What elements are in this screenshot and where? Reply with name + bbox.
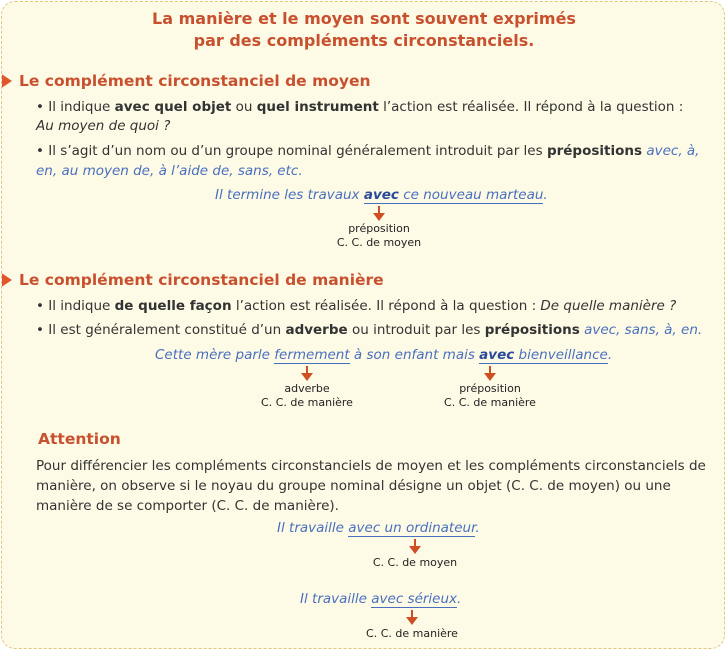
- section-marker-icon: [1, 272, 12, 288]
- attention-heading: Attention: [38, 430, 121, 448]
- prepositions-moyen: en, au moyen de, à l’aide de, sans, etc.: [36, 163, 303, 179]
- title-line-1: La manière et le moyen sont souvent exprimés: [152, 9, 576, 28]
- heading-maniere: Le complément circonstanciel de manière: [19, 271, 384, 289]
- bullet-moyen-1: • Il indique avec quel objet ou quel instrument l’action est réalisée. Il répond à la question :: [36, 99, 684, 115]
- example-moyen: Il termine les travaux avec ce nouveau marteau.: [215, 187, 548, 203]
- bullet-moyen-2: • Il s’agit d’un nom ou d’un groupe nominal généralement introduit par les prépositions avec, à,: [36, 143, 700, 159]
- lesson-card: [1, 1, 725, 649]
- question-moyen: Au moyen de quoi ?: [36, 118, 171, 134]
- bullet-maniere-2: • Il est généralement constitué d’un adverbe ou introduit par les prépositions avec, sans, à, en.: [36, 322, 703, 338]
- example-attention-1: Il travaille avec un ordinateur.: [277, 520, 480, 536]
- example-maniere: Cette mère parle fermement à son enfant mais avec bienveillance.: [155, 347, 613, 363]
- heading-moyen: Le complément circonstanciel de moyen: [19, 72, 371, 90]
- bullet-icon: •: [36, 99, 44, 115]
- annotation-preposition: préposition C. C. de manière: [444, 382, 536, 409]
- bullet-icon: •: [36, 298, 44, 314]
- annotation-cc-moyen: C. C. de moyen: [372, 556, 458, 569]
- attention-text: Pour différencier les compléments circonstanciels de moyen et les compléments circonstanciels de manière, on observe si le noyau du groupe nominal désigne un objet (C. C. de moyen) ou une manière de se comporter (C. C. de manière).: [36, 458, 706, 514]
- example-attention-2: Il travaille avec sérieux.: [300, 591, 462, 607]
- bullet-maniere-1: • Il indique de quelle façon l’action est réalisée. Il répond à la question : De quelle manière ?: [36, 298, 677, 314]
- section-marker-icon: [1, 73, 12, 89]
- annotation-adverbe: adverbe C. C. de manière: [261, 382, 353, 409]
- bullet-icon: •: [36, 143, 44, 159]
- annotation-cc-maniere: C. C. de manière: [366, 627, 458, 640]
- bullet-icon: •: [36, 322, 44, 338]
- title-line-2: par des compléments circonstanciels.: [193, 31, 535, 50]
- annotation-moyen: préposition C. C. de moyen: [336, 222, 422, 249]
